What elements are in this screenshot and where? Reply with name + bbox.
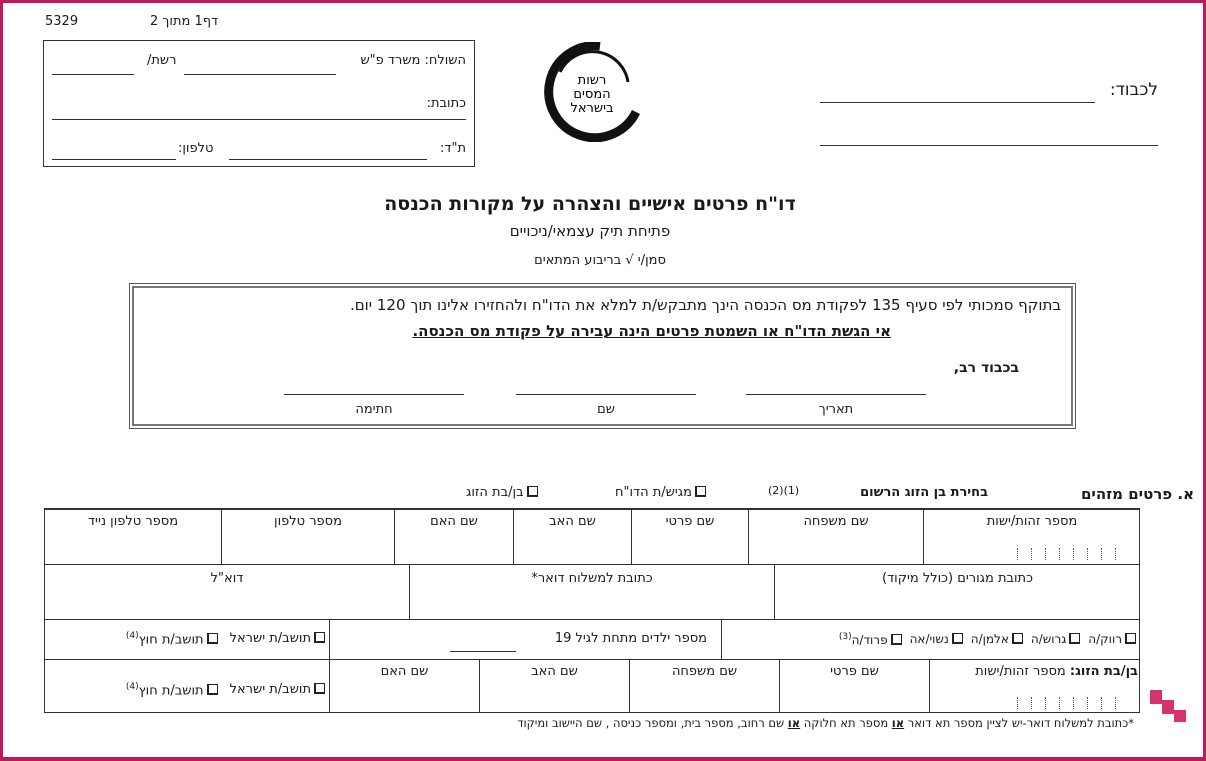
phone-cell[interactable] bbox=[221, 510, 394, 564]
choose-spouse-label: בחירת בן הזוג הרשום bbox=[860, 485, 988, 500]
option-label: תושב/ת ישראל bbox=[229, 631, 311, 646]
option-spouse[interactable] bbox=[466, 485, 538, 500]
notice-warning: אי הגשת הדו"ח או השמטת פרטים הינה עבירה על פקודת מס הכנסה. bbox=[412, 322, 891, 340]
date-field[interactable] bbox=[746, 394, 926, 395]
mailing-address-cell[interactable] bbox=[409, 564, 774, 619]
mobile-cell[interactable] bbox=[45, 510, 221, 564]
resident-note: (4) bbox=[125, 682, 139, 692]
status-widowed[interactable] bbox=[971, 632, 1023, 647]
checkbox[interactable] bbox=[207, 633, 218, 644]
sender-label: השולח: משרד פ"ש bbox=[360, 53, 466, 68]
notice-box bbox=[129, 283, 1076, 429]
cell-label: דוא"ל bbox=[210, 571, 244, 586]
tax-authority-logo bbox=[540, 42, 644, 142]
option-label: תושב/ת חוץ bbox=[138, 632, 204, 648]
sender-office-field[interactable] bbox=[184, 74, 336, 75]
spouse-id-cell[interactable] bbox=[929, 659, 1140, 713]
option-label: בן/בת הזוג bbox=[466, 485, 524, 500]
name-field[interactable] bbox=[516, 394, 696, 395]
spouse-resident-israel-option[interactable] bbox=[230, 682, 325, 698]
family-name-cell[interactable] bbox=[748, 510, 923, 564]
id-digit-marks bbox=[1017, 697, 1116, 709]
resident-note: (4) bbox=[125, 631, 139, 641]
section-a-title: א. פרטים מזהים bbox=[1080, 485, 1194, 503]
checkbox[interactable] bbox=[314, 683, 325, 694]
name-label: שם bbox=[597, 402, 615, 417]
first-name-cell[interactable] bbox=[631, 510, 748, 564]
footnote bbox=[517, 716, 1134, 730]
cell-label: מספר זהות/ישות bbox=[975, 664, 1066, 679]
pobox-field[interactable] bbox=[229, 159, 427, 160]
email-cell[interactable] bbox=[45, 564, 409, 619]
signature-label: חתימה bbox=[355, 402, 393, 417]
cell-label: שם האב bbox=[531, 664, 578, 679]
spouse-first-name-cell[interactable] bbox=[779, 659, 929, 713]
children-cell bbox=[329, 619, 721, 659]
status-separated[interactable] bbox=[839, 632, 902, 647]
marital-status-cell bbox=[721, 619, 1140, 659]
checkbox[interactable] bbox=[695, 486, 706, 497]
children-count-field[interactable] bbox=[450, 651, 516, 652]
residential-address-cell[interactable] bbox=[774, 564, 1140, 619]
spouse-family-name-cell[interactable] bbox=[629, 659, 779, 713]
id-number-cell[interactable] bbox=[923, 510, 1140, 564]
address-label: כתובת: bbox=[426, 96, 466, 111]
svg-text:המסים: המסים bbox=[573, 87, 611, 102]
checkbox[interactable] bbox=[891, 634, 902, 645]
phone-label: טלפון: bbox=[178, 141, 214, 156]
option-label: מגיש/ת הדו"ח bbox=[615, 485, 692, 500]
svg-text:בישראל: בישראל bbox=[570, 101, 614, 116]
spouse-mother-name-cell[interactable] bbox=[329, 659, 479, 713]
footnote-text: מספר תא חלוקה bbox=[800, 716, 892, 730]
footnote-or: או bbox=[787, 716, 801, 730]
status-single[interactable] bbox=[1088, 632, 1136, 647]
footnote-or: או bbox=[891, 716, 905, 730]
form-subtitle: פתיחת תיק עצמאי/ניכויים bbox=[509, 222, 671, 240]
resident-israel-option[interactable] bbox=[230, 631, 325, 647]
spouse-father-name-cell[interactable] bbox=[479, 659, 629, 713]
regards-text: בכבוד רב, bbox=[953, 360, 1019, 376]
authority-field[interactable] bbox=[52, 74, 134, 75]
spouse-residency-cell bbox=[45, 659, 329, 713]
cell-label: שם משפחה bbox=[671, 664, 738, 679]
cell-label: מספר טלפון bbox=[274, 514, 342, 529]
footnote-text: שם רחוב, מספר בית, ומספר כניסה , שם היישוב ומיקוד bbox=[517, 716, 788, 730]
residency-cell bbox=[45, 619, 329, 659]
cell-label: שם האב bbox=[549, 514, 596, 529]
details-table bbox=[44, 508, 1140, 713]
form-instruction: סמן/י √ בריבוע המתאים bbox=[534, 253, 666, 268]
footnote-text: *כתובת למשלוח דואר-יש לציין מספר תא דואר bbox=[904, 716, 1134, 730]
cell-label: כתובת למשלוח דואר* bbox=[531, 571, 653, 586]
option-submitter[interactable] bbox=[615, 485, 706, 500]
cell-label: מספר זהות/ישות bbox=[986, 514, 1078, 529]
to-label: לכבוד: bbox=[1109, 80, 1158, 100]
father-name-cell[interactable] bbox=[513, 510, 631, 564]
checkbox[interactable] bbox=[314, 632, 325, 643]
checkbox[interactable] bbox=[527, 486, 538, 497]
checkbox[interactable] bbox=[1069, 633, 1080, 644]
status-label: נשוי/אה bbox=[909, 632, 949, 646]
signature-field[interactable] bbox=[284, 394, 464, 395]
id-digit-marks bbox=[1017, 548, 1116, 560]
spouse-resident-abroad-option[interactable] bbox=[126, 682, 218, 698]
mother-name-cell[interactable] bbox=[394, 510, 513, 564]
recipient-address-field[interactable] bbox=[820, 145, 1158, 146]
address-field[interactable] bbox=[52, 119, 466, 120]
sender-box bbox=[43, 40, 475, 167]
cell-label: שם פרטי bbox=[830, 664, 879, 679]
spouse-label: בן/בת הזוג: bbox=[1069, 664, 1138, 679]
option-label: תושב/ת ישראל bbox=[229, 682, 311, 697]
svg-text:רשות: רשות bbox=[577, 73, 607, 88]
pobox-label: ת"ד: bbox=[440, 141, 466, 156]
form-number: 5329 bbox=[45, 14, 79, 29]
cell-label: שם משפחה bbox=[803, 514, 869, 529]
cell-label: שם האם bbox=[430, 514, 478, 529]
authority-label: רשת/ bbox=[147, 53, 177, 68]
recipient-name-field[interactable] bbox=[820, 102, 1095, 103]
status-label: אלמן/ה bbox=[970, 632, 1009, 646]
status-divorced[interactable] bbox=[1031, 632, 1080, 647]
checkbox[interactable] bbox=[1125, 633, 1136, 644]
choose-spouse-note: (1)(2) bbox=[768, 484, 800, 497]
option-label: תושב/ת חוץ bbox=[138, 683, 204, 699]
checkbox[interactable] bbox=[207, 684, 218, 695]
checkbox[interactable] bbox=[952, 633, 963, 644]
status-note: (3) bbox=[838, 632, 852, 642]
resident-abroad-option[interactable] bbox=[126, 631, 218, 647]
page-indicator: דף1 מתוך 2 bbox=[150, 14, 219, 29]
checkbox[interactable] bbox=[1012, 633, 1023, 644]
children-label: מספר ילדים מתחת לגיל 19 bbox=[554, 631, 707, 646]
notice-text: בתוקף סמכותי לפי סעיף 135 לפקודת מס הכנסה הינך מתבקש/ת למלא את הדו"ח ולהחזירו אלינו תוך 120 יום. bbox=[349, 296, 1061, 314]
phone-field[interactable] bbox=[52, 159, 176, 160]
status-label: פרוד/ה bbox=[851, 633, 888, 647]
cell-label: שם פרטי bbox=[665, 514, 715, 529]
cell-label: מספר טלפון נייד bbox=[87, 514, 179, 529]
cell-label: כתובת מגורים (כולל מיקוד) bbox=[882, 571, 1033, 586]
cell-label: שם האם bbox=[380, 664, 429, 679]
date-label: תאריך bbox=[818, 402, 854, 417]
status-label: גרוש/ה bbox=[1030, 632, 1067, 646]
status-married[interactable] bbox=[910, 632, 963, 647]
form-title: דו"ח פרטים אישיים והצהרה על מקורות הכנסה bbox=[384, 193, 796, 215]
status-label: רווק/ה bbox=[1088, 632, 1122, 646]
